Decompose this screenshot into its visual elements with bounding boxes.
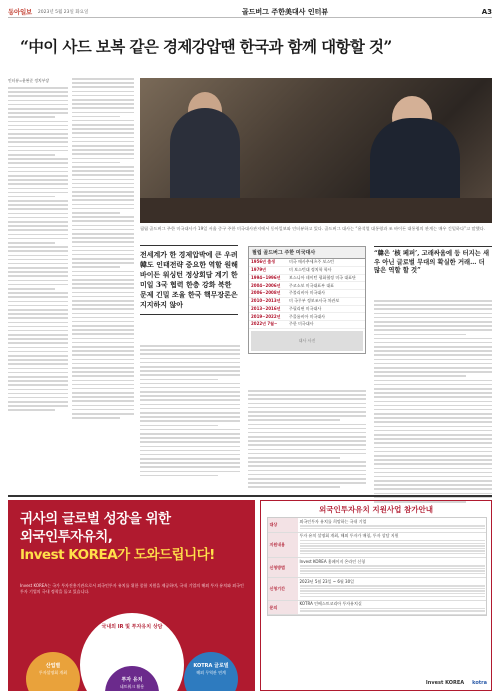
notice-table <box>267 517 487 616</box>
ad-description: Invest KOREA는 국가 투자진흥기관으로서 외국인투자 유치를 위한 종합 지원을 제공하며, 국내 기업의 해외 투자 유치와 외국인 투자 기업의 국내 정착을 돕고 있습니다. <box>20 583 244 594</box>
invest-korea-ad <box>8 500 255 691</box>
notice-row: 신청방법 Invest KOREA 홈페이지 온라인 신청 <box>268 558 486 578</box>
profile-row: 1979년 미 보스턴대 정치학 학사 <box>249 267 365 275</box>
invest-korea-logo: Invest KOREA <box>425 680 465 686</box>
profile-row: 2010~2013년 미 국무부 정보조사국 차관보 <box>249 298 365 306</box>
masthead <box>8 6 492 18</box>
text-column-3 <box>140 345 240 479</box>
issue-date: 2023년 5월 23일 화요일 <box>37 9 89 15</box>
newspaper-logo: 동아일보 <box>8 8 32 16</box>
ad-item-circle: 산업별 투자설명회 개최 <box>26 652 80 691</box>
profile-row: 1956년 출생 미국 매사추세츠주 보스턴 <box>249 259 365 267</box>
notice-row: 문의 KOTRA 인베스트코리아 투자유치실 <box>268 601 486 616</box>
sponsor-logos <box>267 680 487 686</box>
profile-row: 2019~2022년 주콜롬비아 미국대사 <box>249 313 365 321</box>
page-number: A3 <box>481 7 492 16</box>
byline: 인터뷰=윤완준 정치부장 <box>8 78 50 83</box>
notice-row: 신청기간 2023년 5월 23일 ~ 6월 30일 <box>268 578 486 601</box>
pull-quote: 전세계가 한 경제압박에 큰 우려 韓도 인태전략 중요한 역할 원해 바이든 워싱턴 정상회담 계기 한미일 3국 협력 한층 강화 북한 문제 긴밀 조율 한국 핵무장론은 지지하지 않아 <box>140 245 238 315</box>
ad-item-circle: KOTRA 글로벌 해외 무역관 연계 <box>184 652 238 691</box>
profile-row: 2013~2016년 주필리핀 미국대사 <box>249 306 365 314</box>
profile-row: 2004~2006년 주코소보 미국대표부 대표 <box>249 282 365 290</box>
headline: “中이 사드 보복 같은 경제강압땐 한국과 함께 대항할 것” <box>20 37 392 56</box>
ad-separator <box>8 495 492 497</box>
section-title: 골드버그 주한美대사 인터뷰 <box>241 7 329 16</box>
profile-title: 필립 골드버그 주한 미국대사 <box>249 247 365 259</box>
profile-row: 2022년 7월~ 주한 미국대사 <box>249 321 365 329</box>
ad-heading: 귀사의 글로벌 성장을 위한 외국인투자유치, Invest KOREA가 도와드립니다! <box>20 511 215 563</box>
text-column-1 <box>8 78 68 414</box>
photo-caption: 필립 골드버그 주한 미국대사가 19일 서울 중구 주한 미국대사관저에서 동아일보와 인터뷰하고 있다. 골드버그 대사는 “윤석열 대통령과 조 바이든 대통령의 관계는 매우 긴밀하다”고 말했다. <box>140 226 486 231</box>
profile-row: 1994~1996년 보스니아 데이턴 평화협정 미국 대표단 <box>249 275 365 283</box>
text-column-2 <box>72 78 134 421</box>
text-column-4 <box>248 390 366 491</box>
support-program-notice <box>260 500 492 691</box>
profile-box <box>248 246 366 354</box>
notice-title: 외국인투자유치 지원사업 참가안내 <box>319 505 433 514</box>
right-pull-quote: “韓은 ‘核 페퍼’, 고래싸움에 등 터지는 새우 아닌 글로벌 무대의 확실한 거래… 더 많은 역할 할 것” <box>374 246 492 276</box>
notice-row: 지원내용 투자 유치 설명회 개최, 해외 투자가 매칭, 투자 상담 지원 <box>268 533 486 558</box>
interview-photo <box>140 78 492 223</box>
text-column-5 <box>374 300 492 505</box>
profile-row: 2006~2008년 주볼리비아 미국대사 <box>249 290 365 298</box>
ad-center-circle: 국내외 IR 및 투자유치 상담 <box>80 613 184 691</box>
ad-item-circle: 투자 유치 네트워크 활용 <box>105 666 159 691</box>
notice-row: 대상 외국인투자 유치를 희망하는 국내 기업 <box>268 518 486 533</box>
kotra-logo: kotra <box>472 680 487 686</box>
profile-photo: 대사 사진 <box>251 331 363 351</box>
